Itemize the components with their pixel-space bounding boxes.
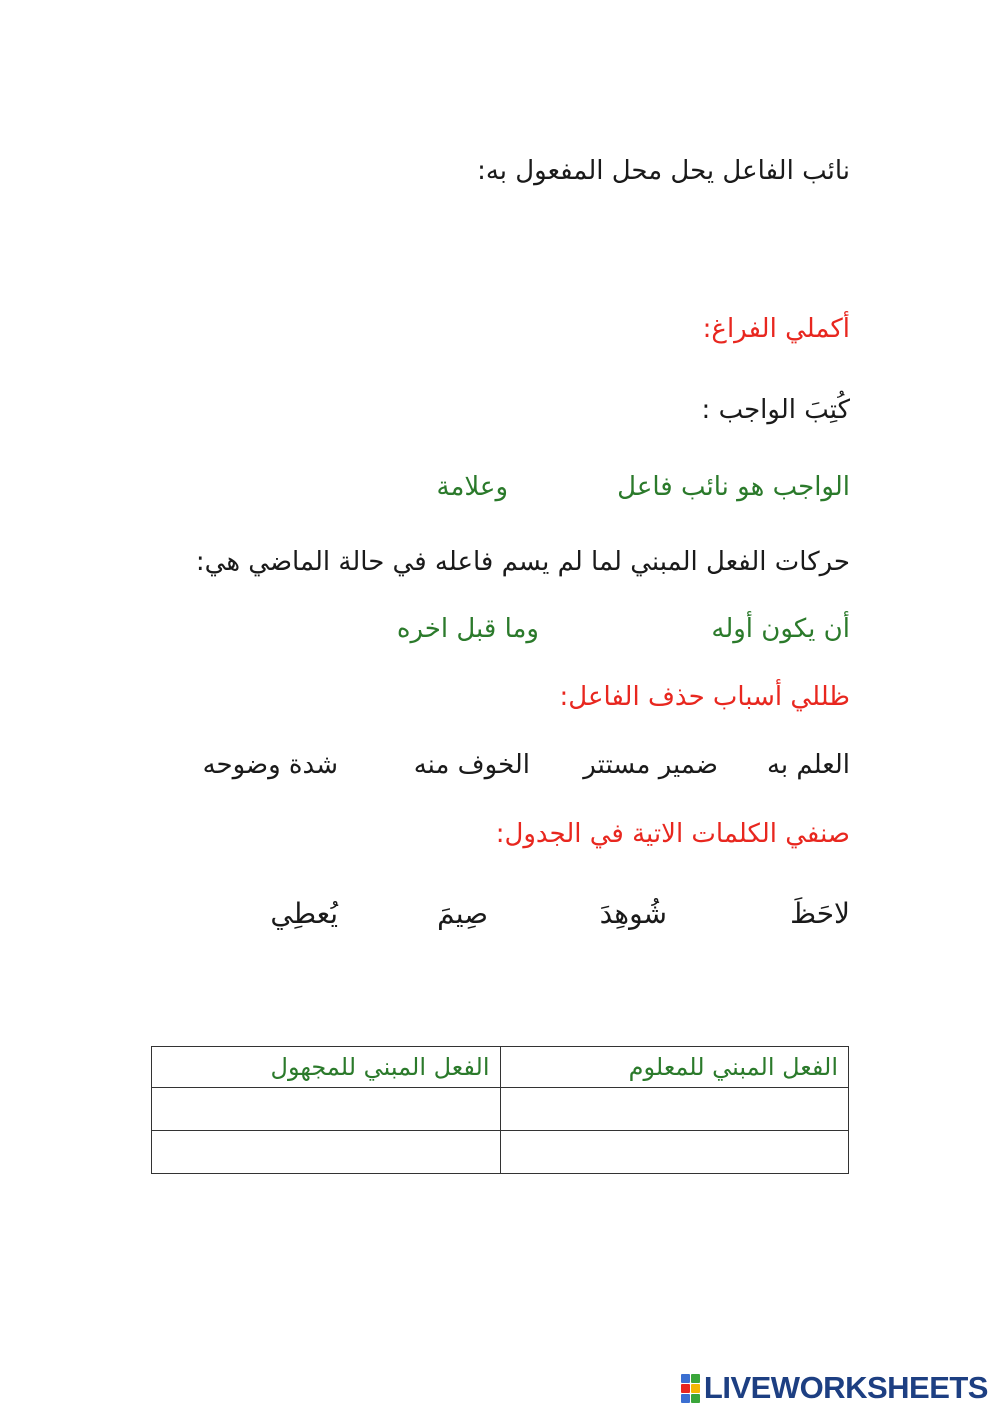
- classify-title: صنفي الكلمات الاتية في الجدول:: [495, 819, 850, 849]
- logo-text: LIVEWORKSHEETS: [703, 1370, 988, 1405]
- reason-option[interactable]: الخوف منه: [413, 750, 530, 780]
- table-row: [152, 1131, 849, 1174]
- intro-text: نائب الفاعل يحل محل المفعول به:: [477, 156, 850, 186]
- movements-left-text: أن يكون أوله: [711, 614, 850, 644]
- answer-right-text: وعلامة: [436, 472, 508, 502]
- header-active-verb: الفعل المبني للمعلوم: [500, 1047, 849, 1088]
- movements-question: حركات الفعل المبني لما لم يسم فاعله في حالة الماضي هي:: [195, 547, 850, 577]
- fill-title: أكملي الفراغ:: [702, 314, 850, 344]
- header-passive-verb: الفعل المبني للمجهول: [152, 1047, 501, 1088]
- sentence-text: كُتِبَ الواجب :: [701, 395, 850, 425]
- classification-table: [151, 1046, 849, 1174]
- drop-cell-active[interactable]: [500, 1131, 849, 1174]
- drop-cell-passive[interactable]: [152, 1088, 501, 1131]
- liveworksheets-logo: [681, 1370, 988, 1406]
- word-item[interactable]: يُعطِي: [270, 897, 338, 930]
- reason-option[interactable]: العلم به: [766, 750, 850, 780]
- reason-option[interactable]: شدة وضوحه: [202, 750, 338, 780]
- reasons-title: ظللي أسباب حذف الفاعل:: [559, 682, 850, 712]
- word-item[interactable]: صِيمَ: [437, 897, 488, 930]
- movements-right-text: وما قبل اخره: [396, 614, 539, 644]
- table-row: [152, 1088, 849, 1131]
- logo-mark-icon: [681, 1374, 700, 1403]
- drop-cell-active[interactable]: [500, 1088, 849, 1131]
- answer-left-text: الواجب هو نائب فاعل: [617, 472, 850, 502]
- word-item[interactable]: لاحَظَ: [790, 897, 850, 930]
- reason-option[interactable]: ضمير مستتر: [583, 750, 718, 780]
- table-header-row: [152, 1047, 849, 1088]
- drop-cell-passive[interactable]: [152, 1131, 501, 1174]
- word-item[interactable]: شُوهِدَ: [599, 897, 667, 930]
